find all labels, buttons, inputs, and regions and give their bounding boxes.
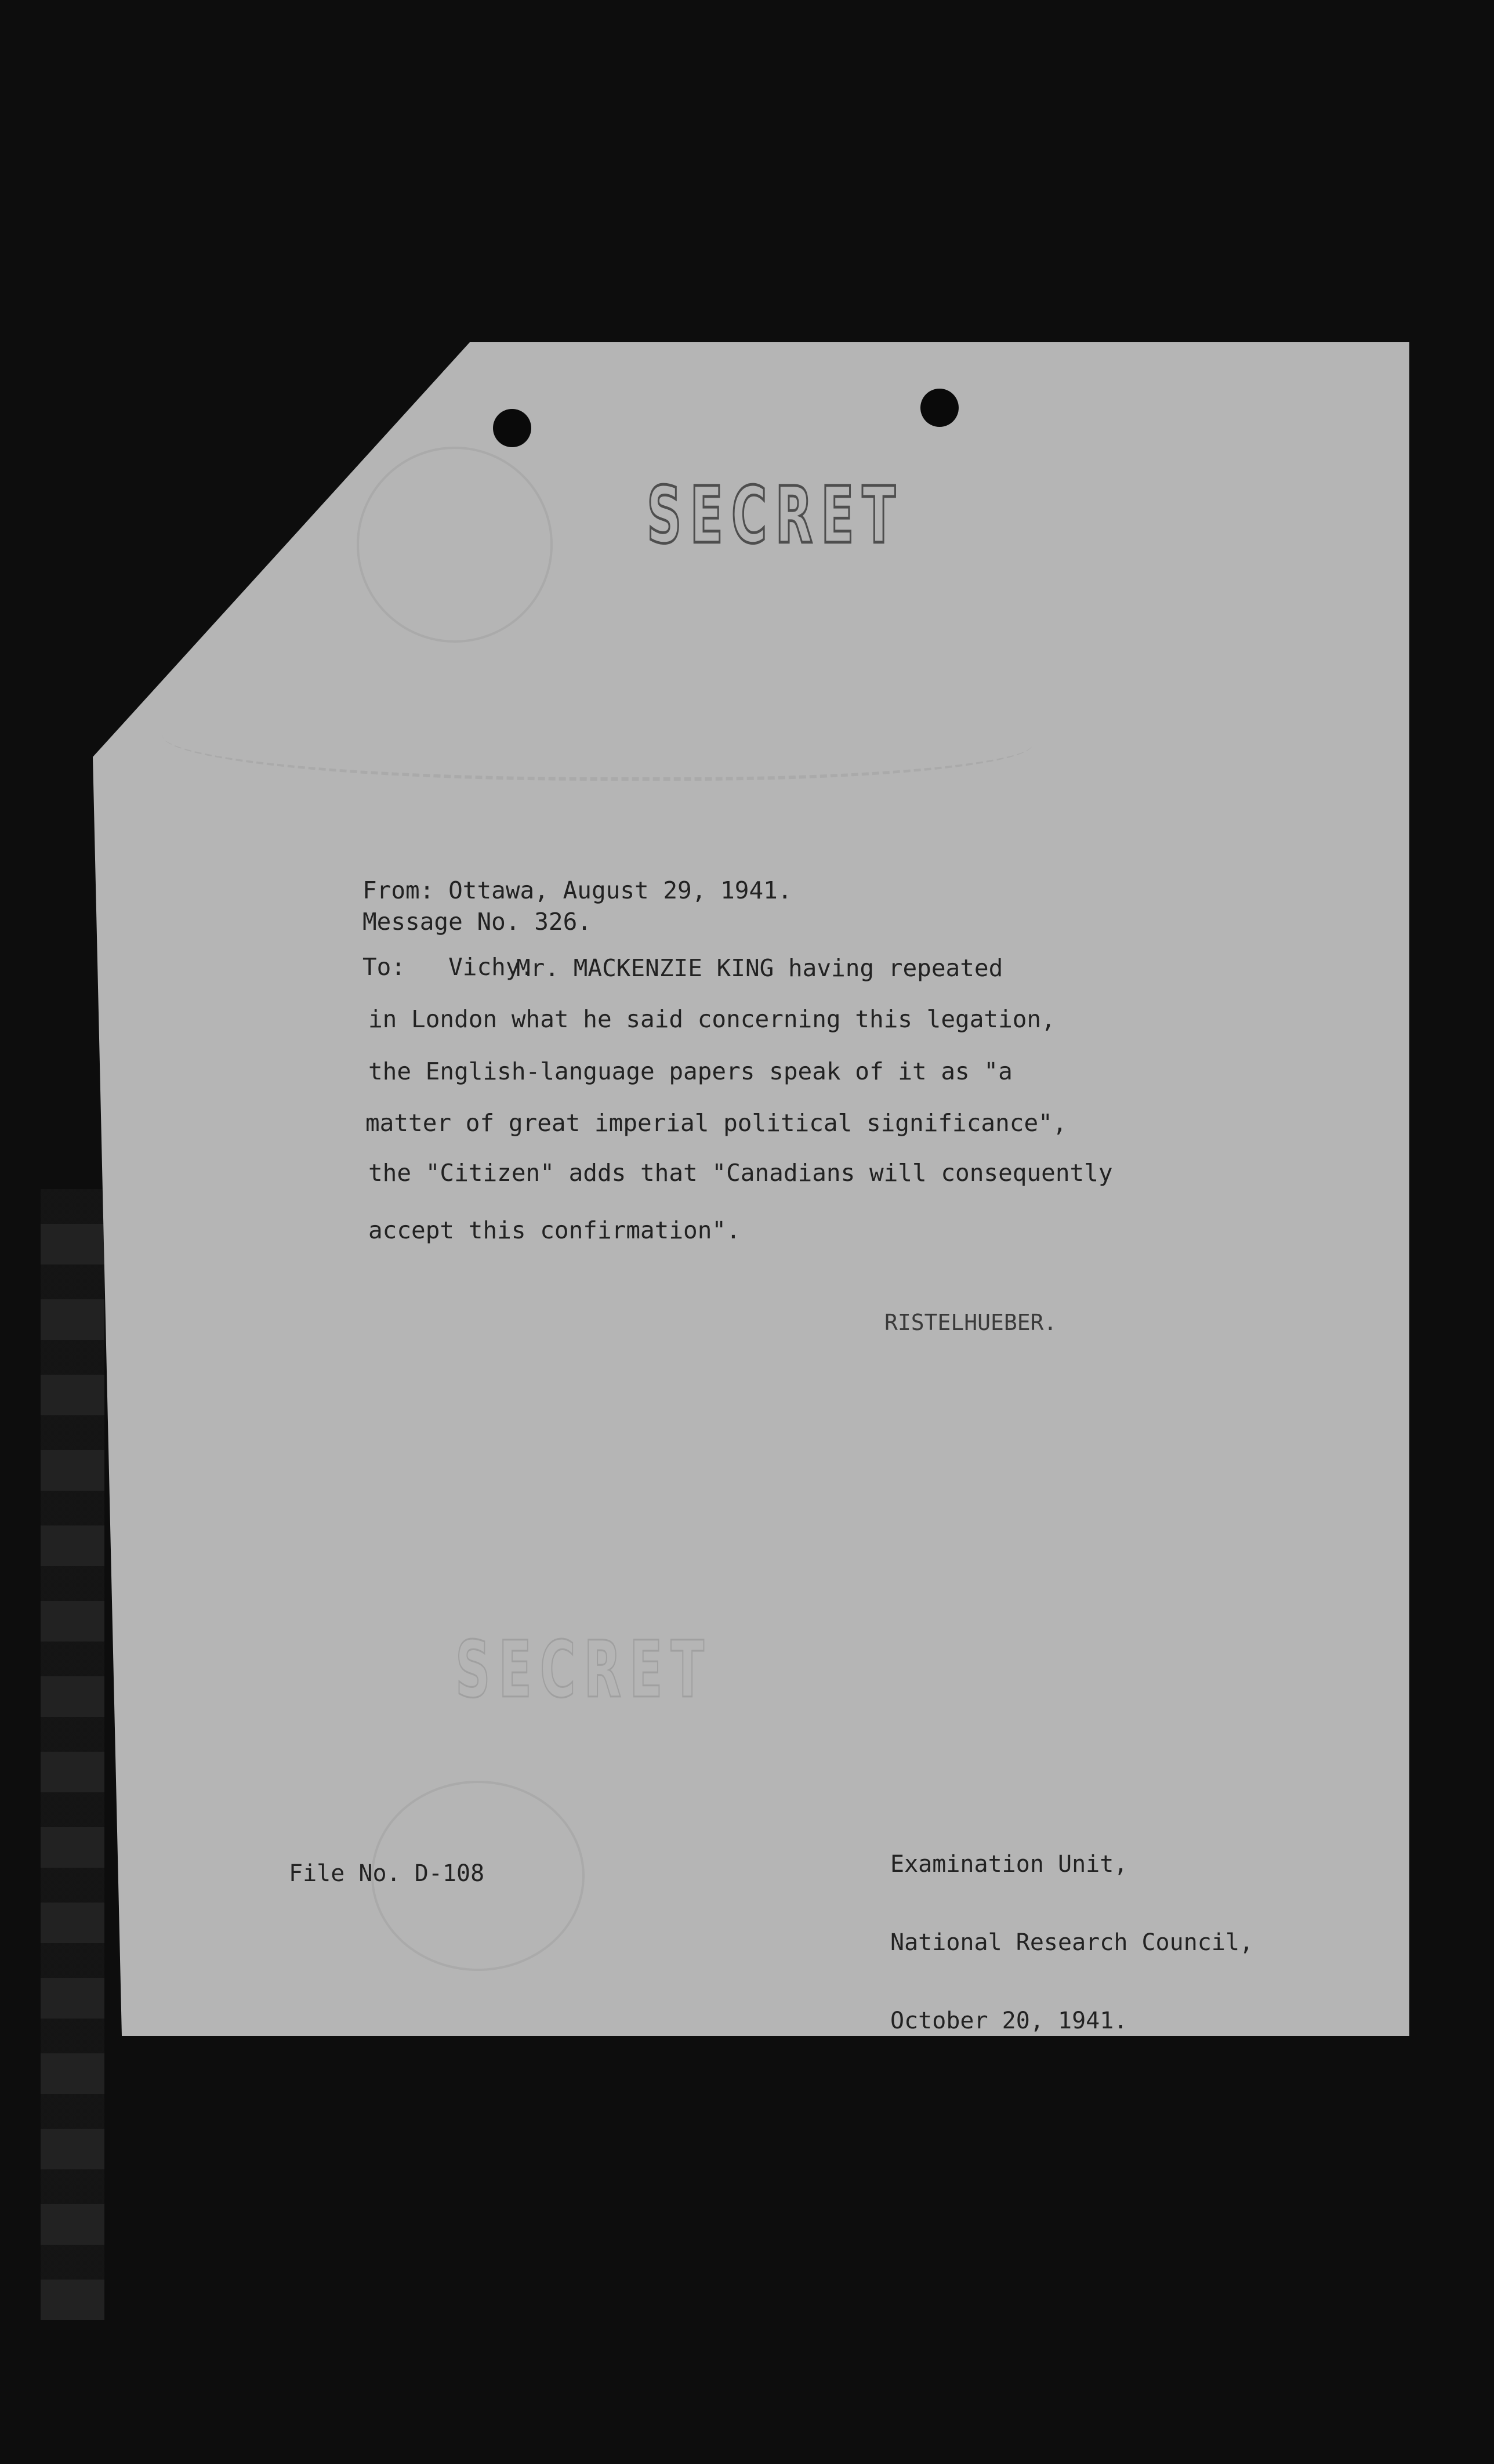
- file-number: File No. D-108: [289, 1860, 485, 1887]
- footer-line: National Research Council,: [890, 1929, 1254, 1956]
- body-line: in London what he said concerning this legation,: [368, 1005, 1056, 1033]
- body-line: the English-language papers speak of it as "a: [368, 1057, 1013, 1085]
- to-value: Vichy.: [448, 953, 535, 981]
- punch-hole-right: [920, 389, 959, 427]
- secret-stamp-top: SECRET: [647, 470, 904, 561]
- faint-seal-top: [357, 447, 553, 643]
- message-number: Message No. 326.: [362, 908, 592, 936]
- punch-hole-left: [493, 409, 531, 447]
- from-line: [362, 878, 792, 903]
- body-line: accept this confirmation".: [368, 1216, 741, 1244]
- to-label: To:: [362, 953, 406, 981]
- from-label: From:: [362, 876, 434, 904]
- document-sheet: [93, 342, 1409, 2036]
- body-line: Mr. MACKENZIE KING having repeated: [516, 954, 1003, 982]
- body-line: matter of great imperial political significance",: [365, 1109, 1067, 1137]
- footer-line: Examination Unit,: [890, 1851, 1128, 1878]
- film-edge: [41, 1189, 104, 2320]
- body-line: the "Citizen" adds that "Canadians will consequently: [368, 1159, 1113, 1187]
- examination-unit-block: [890, 1799, 1253, 2086]
- secret-stamp-bottom: SECRET: [455, 1624, 712, 1715]
- from-value: Ottawa, August 29, 1941.: [448, 876, 792, 904]
- footer-line: October 20, 1941.: [890, 2008, 1128, 2034]
- signature: RISTELHUEBER.: [884, 1310, 1057, 1335]
